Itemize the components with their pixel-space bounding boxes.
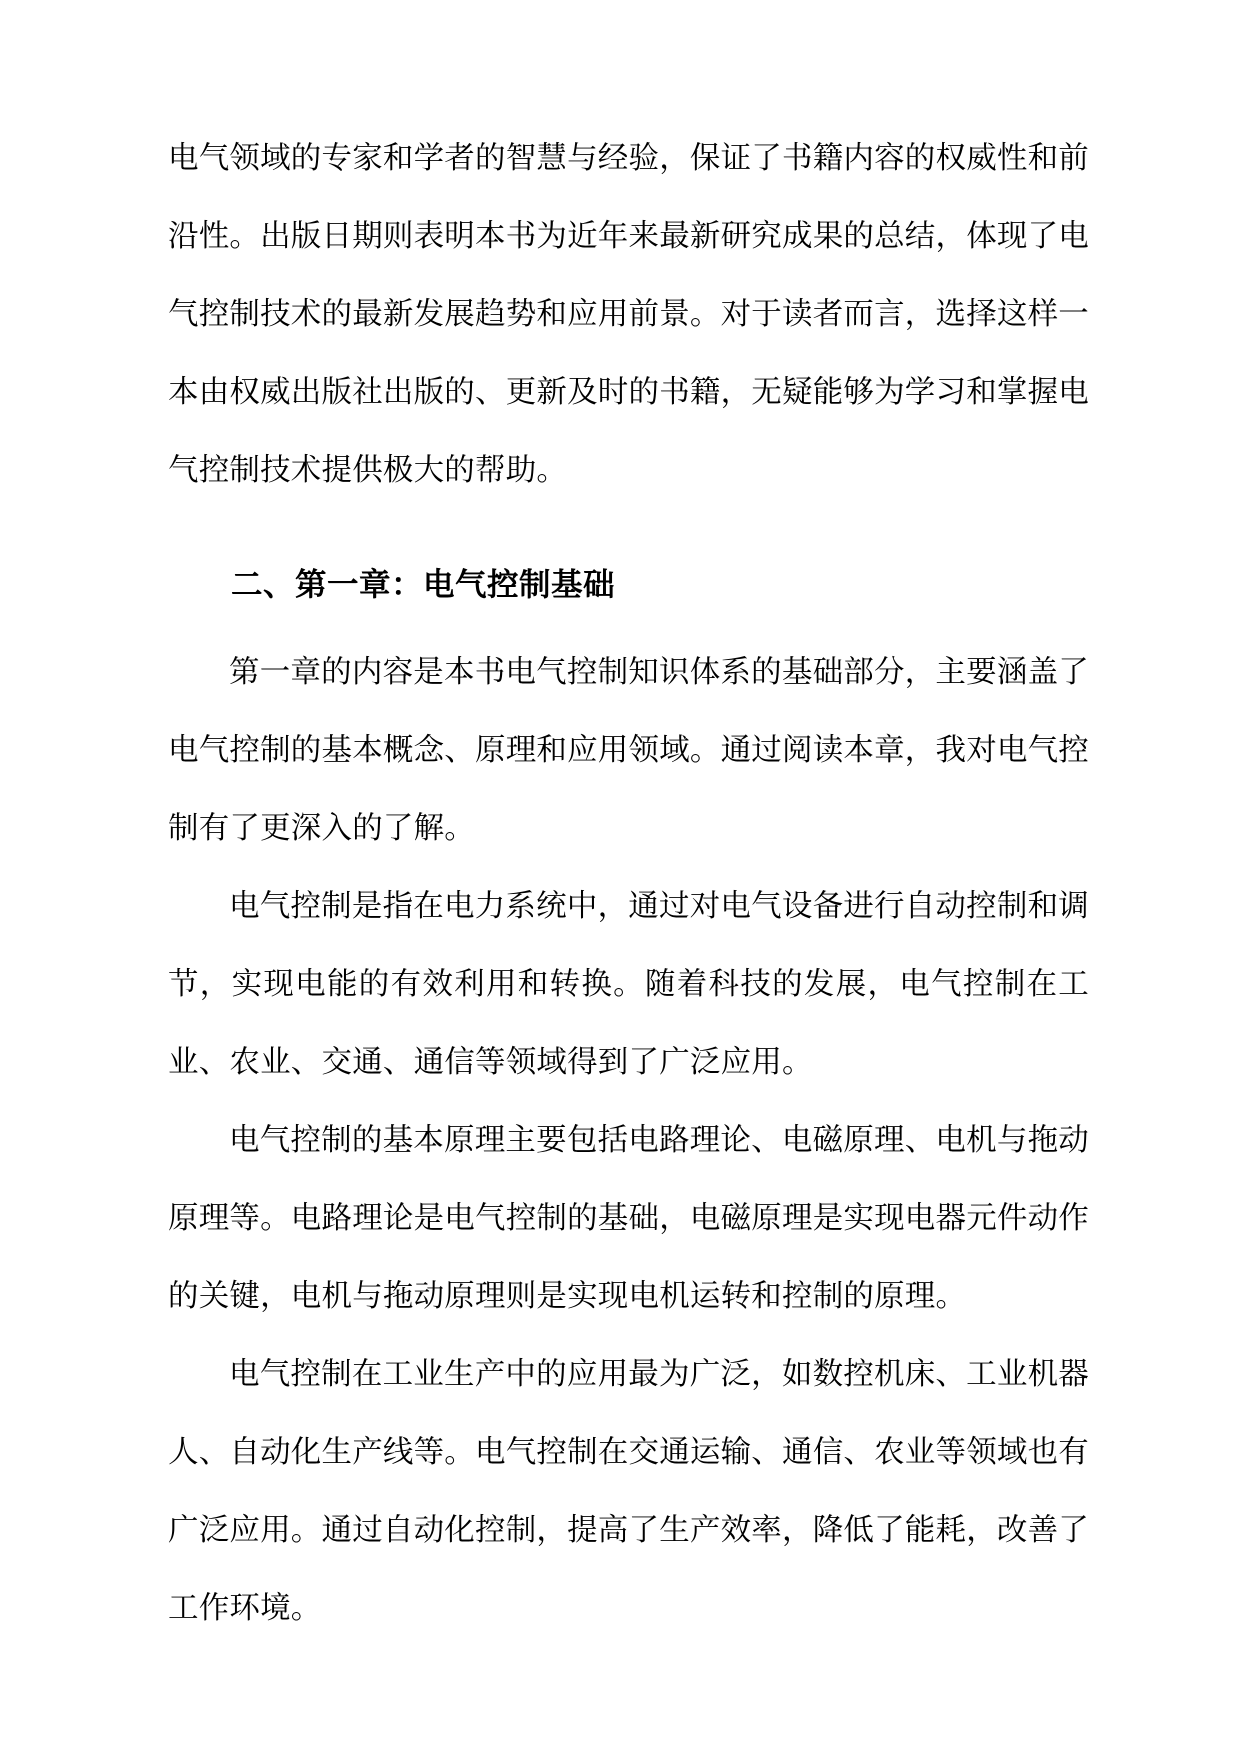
- heading-chapter-one: 二、第一章：电气控制基础: [231, 567, 616, 603]
- paragraph-intro-continued: 电气领域的专家和学者的智慧与经验，保证了书籍内容的权威性和前沿性。出版日期则表明本书为近年来最新研究成果的总结，体现了电气控制技术的最新发展趋势和应用前景。对于读者而言，选择这样一本由权威出版社出版的、更新及时的书籍，无疑能够为学习和掌握电气控制技术提供极大的帮助。: [168, 141, 1089, 488]
- paragraph-applications: 电气控制在工业生产中的应用最为广泛，如数控机床、工业机器人、自动化生产线等。电气控制在交通运输、通信、农业等领域也有广泛应用。通过自动化控制，提高了生产效率，降低了能耗，改善了工作环境。: [168, 1357, 1089, 1626]
- document-body: [168, 120, 1089, 1648]
- paragraph-chapter-overview: 第一章的内容是本书电气控制知识体系的基础部分，主要涵盖了电气控制的基本概念、原理和应用领域。通过阅读本章，我对电气控制有了更深入的了解。: [168, 655, 1089, 846]
- paragraph-principles: 电气控制的基本原理主要包括电路理论、电磁原理、电机与拖动原理等。电路理论是电气控制的基础，电磁原理是实现电器元件动作的关键，电机与拖动原理则是实现电机运转和控制的原理。: [168, 1123, 1089, 1314]
- paragraph-definition: 电气控制是指在电力系统中，通过对电气设备进行自动控制和调节，实现电能的有效利用和转换。随着科技的发展，电气控制在工业、农业、交通、通信等领域得到了广泛应用。: [168, 889, 1089, 1080]
